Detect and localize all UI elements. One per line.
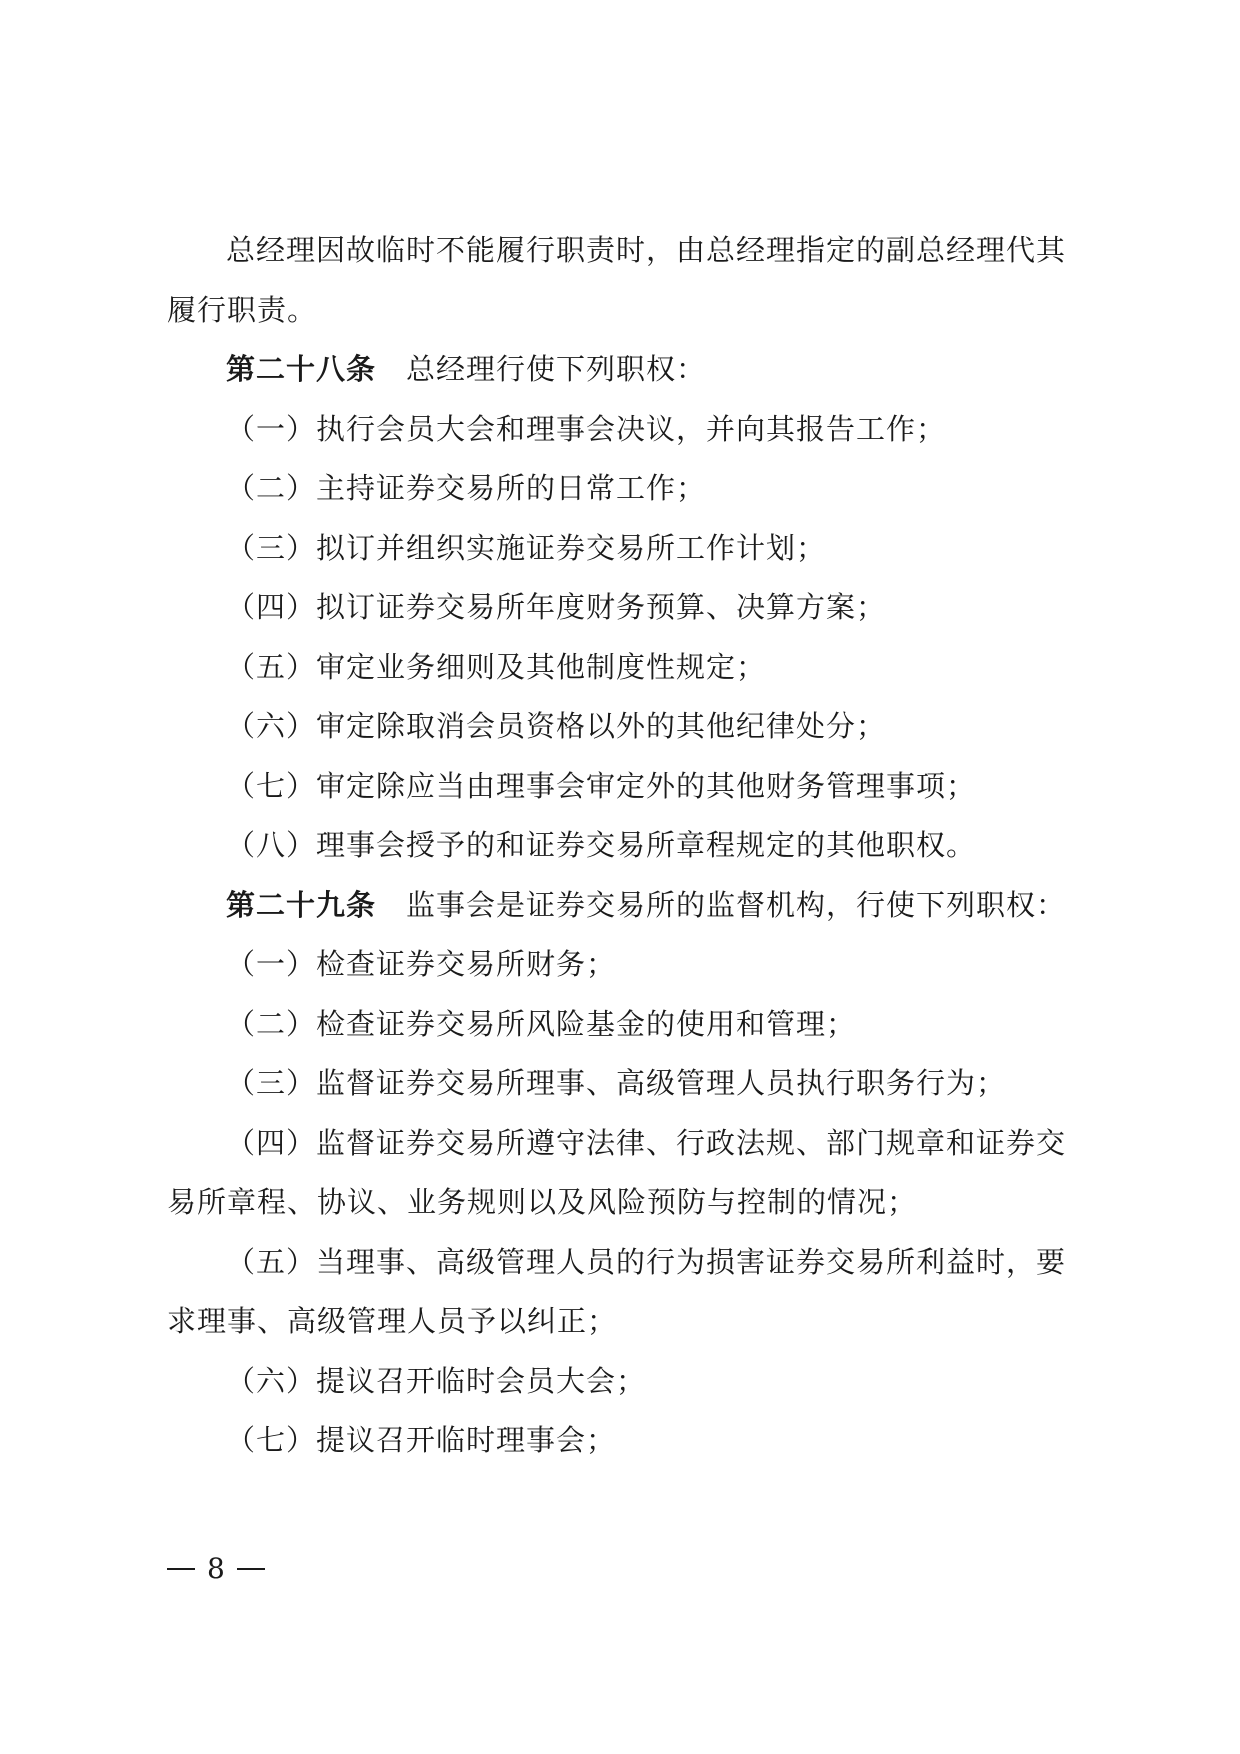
page-number: 8 xyxy=(207,1552,225,1585)
footer-dash xyxy=(237,1568,265,1570)
paragraph: 总经理因故临时不能履行职责时，由总经理指定的副总经理代其履行职责。 xyxy=(167,233,1067,327)
page-footer xyxy=(167,1552,265,1585)
list-item: （三）监督证券交易所理事、高级管理人员执行职务行为； xyxy=(226,1066,1007,1100)
list-item: （二）检查证券交易所风险基金的使用和管理； xyxy=(226,1006,857,1041)
article-29-paragraph: 第二十九条 监事会是证券交易所的监督机构，行使下列职权： xyxy=(226,887,1067,922)
document-body xyxy=(167,221,1073,1471)
list-item: （二）主持证券交易所的日常工作； xyxy=(226,471,707,505)
list-item: （七）审定除应当由理事会审定外的其他财务管理事项； xyxy=(226,768,977,803)
article-number: 第二十九条 xyxy=(226,887,377,922)
list-item: （三）拟订并组织实施证券交易所工作计划； xyxy=(226,530,827,565)
list-item: （一）检查证券交易所财务； xyxy=(226,947,617,981)
list-item: （一）执行会员大会和理事会决议，并向其报告工作； xyxy=(226,411,947,446)
footer-dash xyxy=(167,1568,195,1570)
list-item: （六）审定除取消会员资格以外的其他纪律处分； xyxy=(226,709,887,743)
article-28-paragraph: 第二十八条 总经理行使下列职权： xyxy=(226,352,707,386)
list-item: （四）监督证券交易所遵守法律、行政法规、部门规章和证券交易所章程、协议、业务规则以及风险预防与控制的情况； xyxy=(167,1125,1067,1219)
list-item: （四）拟订证券交易所年度财务预算、决算方案； xyxy=(226,590,887,624)
article-number: 第二十八条 xyxy=(226,352,377,386)
list-item: （六）提议召开临时会员大会； xyxy=(226,1363,647,1398)
list-item: （八）理事会授予的和证券交易所章程规定的其他职权。 xyxy=(226,828,977,862)
list-item: （五）审定业务细则及其他制度性规定； xyxy=(226,649,767,684)
list-item: （七）提议召开临时理事会； xyxy=(226,1423,617,1457)
list-item: （五）当理事、高级管理人员的行为损害证券交易所利益时，要求理事、高级管理人员予以纠正； xyxy=(167,1244,1067,1338)
